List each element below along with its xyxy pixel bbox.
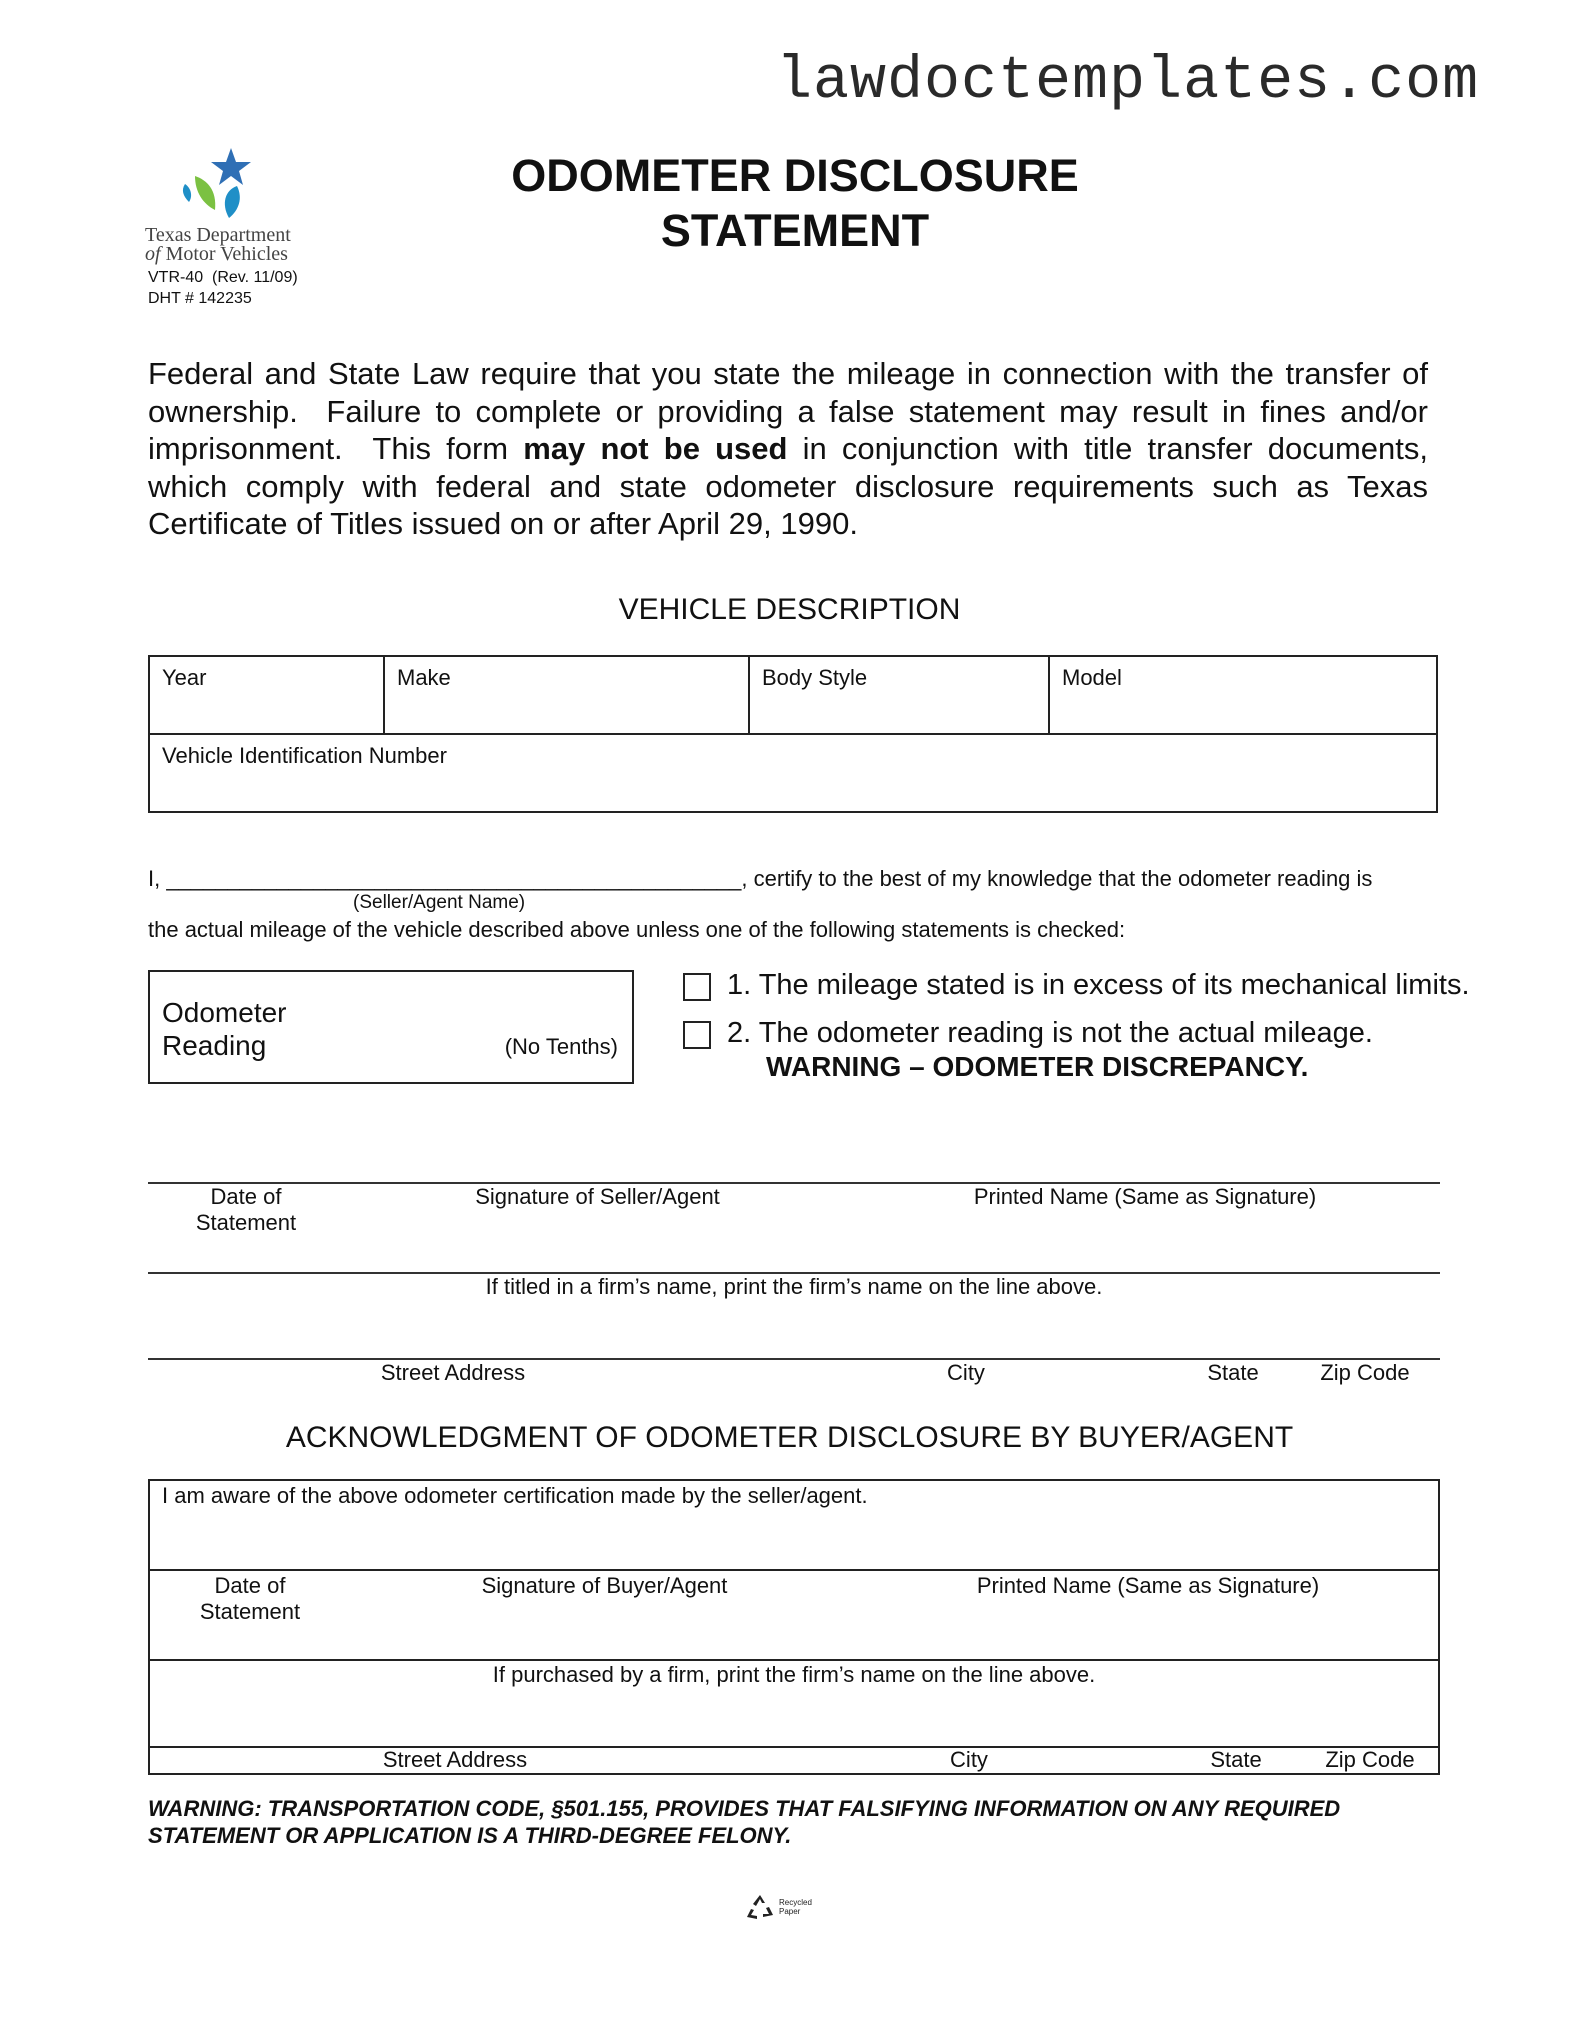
- vin-label: Vehicle Identification Number: [162, 743, 447, 768]
- option-1-checkbox[interactable]: [683, 973, 711, 1001]
- odometer-reading-field[interactable]: [148, 970, 634, 1084]
- site-watermark: lawdoctemplates.com: [776, 48, 1480, 116]
- model-label: Model: [1062, 665, 1122, 690]
- seller-street-label: Street Address: [380, 1360, 526, 1385]
- logo-line-2-prefix: of: [145, 243, 161, 265]
- intro-part-2: in conjunction with title transfer documents, which comply with federal and state odometer disclosure requirements such as Texas Certificate of Titles issued on or after April 29, 1990.: [148, 431, 1437, 541]
- buyer-signature-line[interactable]: [150, 1569, 1438, 1571]
- intro-bold: may not be used: [523, 431, 788, 466]
- cert-suffix: , certify to the best of my knowledge that the odometer reading is: [741, 866, 1373, 891]
- buyer-printed-name-label: Printed Name (Same as Signature): [976, 1573, 1320, 1598]
- page-title: [460, 148, 1130, 258]
- buyer-zip-label: Zip Code: [1325, 1747, 1415, 1772]
- recycle-line-1: Recycled: [779, 1898, 812, 1907]
- no-tenths-note: (No Tenths): [504, 1034, 618, 1059]
- recycle-text: [779, 1898, 812, 1916]
- seller-date-label: Date of Statement: [195, 1184, 297, 1235]
- odometer-label: [162, 996, 287, 1062]
- option-1-text: 1. The mileage stated is in excess of its mechanical limits.: [727, 969, 1470, 1001]
- option-2-checkbox[interactable]: [683, 1021, 711, 1049]
- odometer-label-line-1: Odometer: [162, 997, 287, 1028]
- certification-line: [148, 866, 1372, 892]
- body-style-label: Body Style: [762, 665, 868, 690]
- buyer-firm-line[interactable]: [150, 1659, 1438, 1661]
- recycle-line-2: Paper: [779, 1907, 801, 1916]
- certification-line-2: the actual mileage of the vehicle described above unless one of the following statements is checked:: [148, 917, 1126, 942]
- dht-number: DHT # 142235: [148, 290, 252, 307]
- odometer-discrepancy-warning: WARNING – ODOMETER DISCREPANCY.: [766, 1051, 1309, 1082]
- body-style-field[interactable]: [750, 657, 1048, 733]
- seller-state-label: State: [1207, 1360, 1259, 1385]
- seller-name-blank[interactable]: _______________________________________________: [166, 866, 742, 891]
- txdmv-logo: [145, 146, 325, 264]
- buyer-date-label: Date of Statement: [199, 1573, 301, 1624]
- logo-text: [145, 226, 325, 264]
- title-line-1: ODOMETER DISCLOSURE: [511, 150, 1079, 201]
- model-field[interactable]: [1050, 657, 1436, 733]
- seller-city-label: City: [947, 1360, 985, 1385]
- buyer-signature-label: Signature of Buyer/Agent: [481, 1573, 728, 1598]
- logo-line-1: Texas Department: [145, 224, 291, 246]
- buyer-city-label: City: [950, 1747, 988, 1772]
- vehicle-description-heading: VEHICLE DESCRIPTION: [618, 593, 961, 626]
- seller-signature-label: Signature of Seller/Agent: [475, 1184, 720, 1209]
- option-2-text: 2. The odometer reading is not the actual mileage.: [727, 1017, 1373, 1049]
- make-label: Make: [397, 665, 451, 690]
- odometer-label-line-2: Reading: [162, 1030, 267, 1061]
- year-label: Year: [162, 665, 207, 690]
- year-field[interactable]: [150, 657, 383, 733]
- buyer-firm-note: If purchased by a firm, print the firm’s name on the line above.: [492, 1662, 1096, 1687]
- form-info: [148, 267, 298, 309]
- felony-warning: WARNING: TRANSPORTATION CODE, §501.155, PROVIDES THAT FALSIFYING INFORMATION ON ANY REQUIRED STATEMENT OR APPLICATION IS A THIRD-DEGREE FELONY.: [148, 1796, 1341, 1848]
- buyer-aware-statement: I am aware of the above odometer certification made by the seller/agent.: [162, 1483, 868, 1508]
- seller-zip-label: Zip Code: [1320, 1360, 1410, 1385]
- buyer-acknowledgment-heading: ACKNOWLEDGMENT OF ODOMETER DISCLOSURE BY BUYER/AGENT: [285, 1421, 1294, 1454]
- star-leaf-logo-icon: [145, 146, 265, 226]
- intro-paragraph: [148, 355, 1437, 543]
- title-line-2: STATEMENT: [660, 205, 930, 256]
- cert-prefix: I,: [148, 866, 167, 891]
- intro-part-1: Federal and State Law require that you state the mileage in connection with the transfer of ownership. Failure to complete or providing a false statement may result in fines and/or imprisonment. This form: [148, 356, 1437, 466]
- logo-line-2-rest: Motor Vehicles: [160, 243, 288, 265]
- form-number: VTR-40 (Rev. 11/09): [148, 269, 298, 286]
- recycled-paper-mark: [745, 1893, 812, 1921]
- seller-firm-note: If titled in a firm’s name, print the firm’s name on the line above.: [485, 1274, 1103, 1299]
- seller-printed-name-label: Printed Name (Same as Signature): [973, 1184, 1317, 1209]
- buyer-street-label: Street Address: [382, 1747, 528, 1772]
- vehicle-description-table: [148, 655, 1438, 813]
- buyer-state-label: State: [1210, 1747, 1262, 1772]
- make-field[interactable]: [385, 657, 748, 733]
- vin-field[interactable]: [150, 735, 1436, 811]
- recycle-icon: [745, 1893, 775, 1921]
- seller-agent-name-label: (Seller/Agent Name): [353, 892, 526, 913]
- buyer-acknowledgment-box: [148, 1479, 1440, 1775]
- logo-line-2: [145, 245, 325, 264]
